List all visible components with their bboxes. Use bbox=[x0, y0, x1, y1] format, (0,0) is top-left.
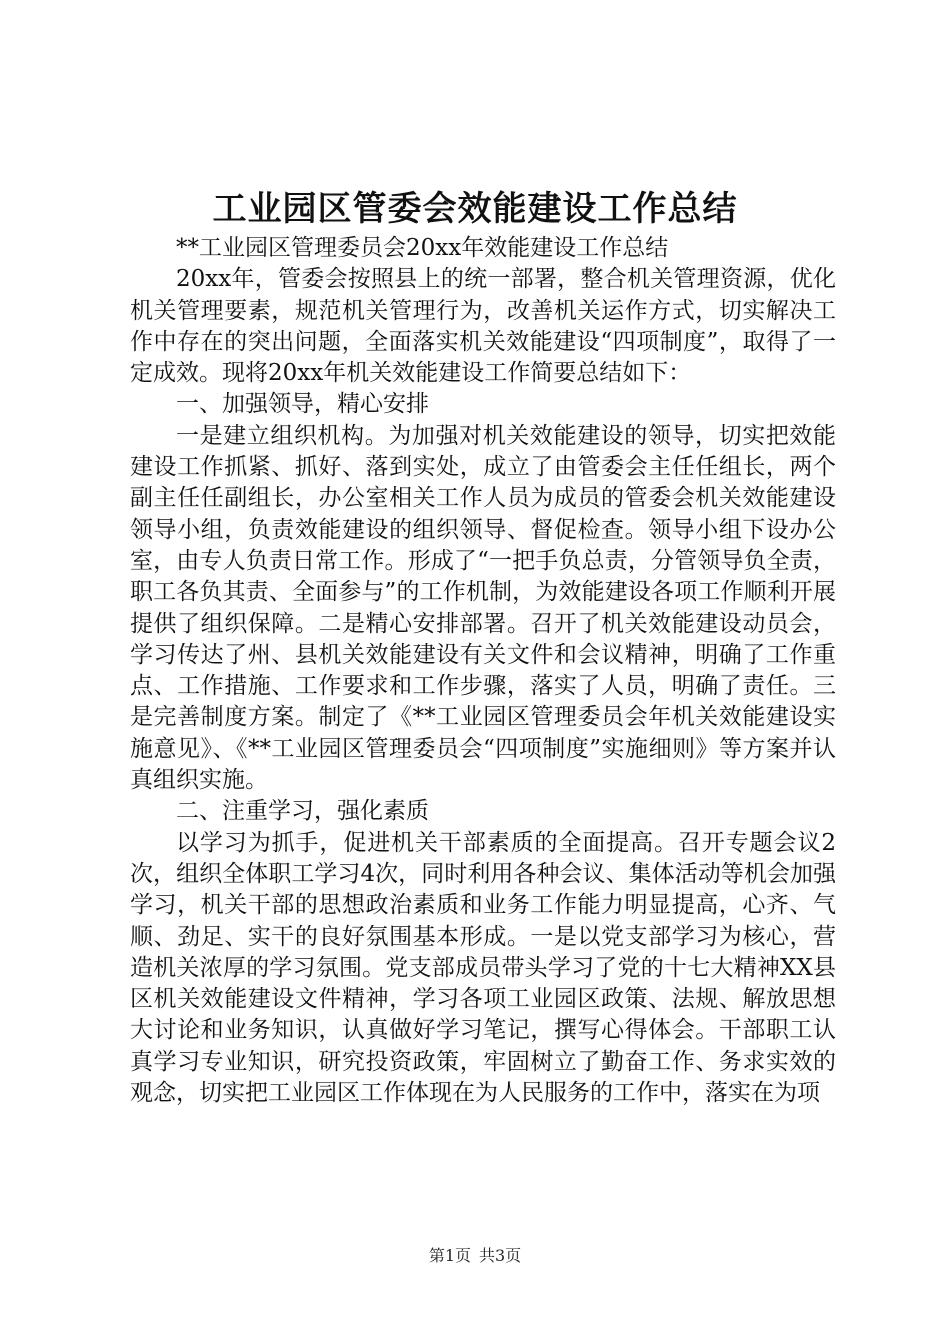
section-2-paragraph: 以学习为抓手，促进机关干部素质的全面提高。召开专题会议2次，组织全体职工学习4次，同时利用各种会议、集体活动等机会加强学习，机关干部的思想政治素质和业务工作能力明显提高，心齐、气顺、劲足、实干的良好氛围基本形成。一是以党支部学习为核心，营造机关浓厚的学习氛围。党支部成员带头学习了党的十七大精神XX县区机关效能建设文件精神，学习各项工业园区政策、法规、解放思想大讨论和业务知识，认真做好学习笔记，撰写心得体会。干部职工认真学习专业知识，研究投资政策，牢固树立了勤奋工作、务求实效的观念，切实把工业园区工作体现在为人民服务的工作中，落实在为项 bbox=[130, 829, 836, 1107]
document-body bbox=[130, 233, 836, 1109]
page-footer bbox=[0, 1245, 950, 1267]
document-title: 工业园区管委会效能建设工作总结 bbox=[212, 189, 738, 229]
section-heading-1: 一、加强领导，精心安排 bbox=[176, 391, 429, 418]
section-heading-2: 二、注重学习，强化素质 bbox=[176, 798, 429, 825]
page-total: 共3页 bbox=[479, 1246, 522, 1265]
page-number: 第1页 bbox=[428, 1246, 471, 1265]
intro-paragraph: 20xx年，管委会按照县上的统一部署，整合机关管理资源，优化机关管理要素，规范机关管理行为，改善机关运作方式，切实解决工作中存在的突出问题，全面落实机关效能建设“四项制度”，取得了一定成效。现将20xx年机关效能建设工作简要总结如下： bbox=[130, 266, 836, 387]
section-1-paragraph: 一是建立组织机构。为加强对机关效能建设的领导，切实把效能建设工作抓紧、抓好、落到实处，成立了由管委会主任任组长，两个副主任任副组长，办公室相关工作人员为成员的管委会机关效能建设领导小组，负责效能建设的组织领导、督促检查。领导小组下设办公室，由专人负责日常工作。形成了“一把手负总责，分管领导负全责，职工各负其责、全面参与”的工作机制，为效能建设各项工作顺利开展提供了组织保障。二是精心安排部署。召开了机关效能建设动员会，学习传达了州、县机关效能建设有关文件和会议精神，明确了工作重点、工作措施、工作要求和工作步骤，落实了人员，明确了责任。三是完善制度方案。制定了《**工业园区管理委员会年机关效能建设实施意见》、《**工业园区管理委员会“四项制度”实施细则》等方案并认真组织实施。 bbox=[130, 422, 836, 794]
subtitle-paragraph: **工业园区管理委员会20xx年效能建设工作总结 bbox=[176, 235, 669, 261]
